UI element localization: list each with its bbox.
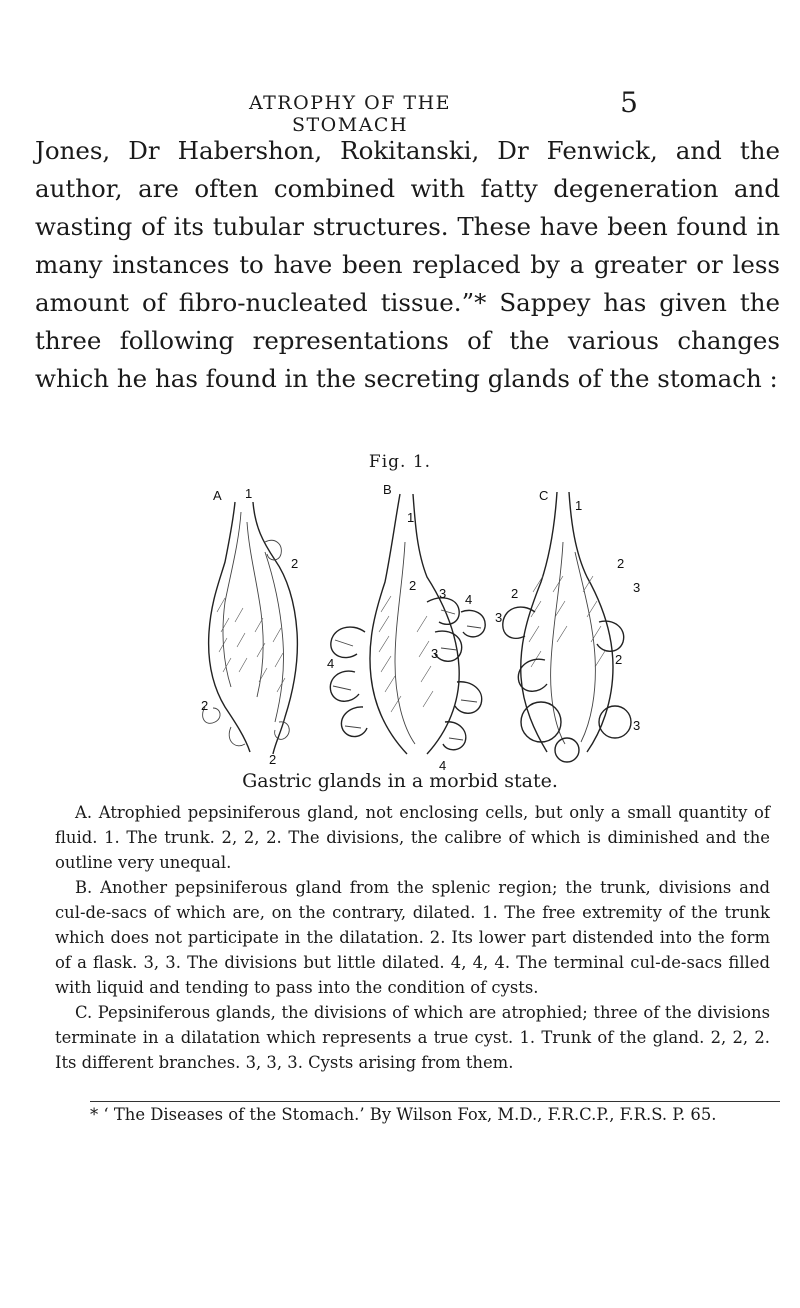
- panel-a-number: 2: [291, 556, 299, 571]
- panel-c-number: 2: [511, 586, 519, 601]
- panel-c-gland: [503, 492, 631, 762]
- page-number: 5: [620, 86, 638, 119]
- panel-b-number: 4: [465, 592, 473, 607]
- panel-b-number: 4: [439, 758, 447, 770]
- caption-text-a: Atrophied pepsiniferous gland, not enclosing cells, but only a small quantity of fluid. 1. The trunk. 2, 2, 2. The divisions, the calibre of which is diminished and the outline very unequal.: [55, 803, 770, 872]
- body-paragraph: Jones, Dr Habershon, Rokitanski, Dr Fenwick, and the author, are oftеn combined with fatty degeneration and wasting of its tubular structures. These have been found in many instances to have been replaced by a greater or less amount of fibro-nucleated tissue.”* Sappey has given the three following representations of the various changes which he has found in the secreting glands of the stomach :: [35, 136, 780, 393]
- panel-b-letter: B: [383, 482, 392, 497]
- figure-caption-title: Gastric glands in a morbid state.: [242, 770, 558, 792]
- panel-a-number: 2: [269, 752, 277, 767]
- caption-label-c: C.: [75, 1003, 93, 1022]
- panel-a-letter: A: [213, 488, 222, 503]
- caption-text-b: Another pepsiniferous gland from the splenic region; the trunk, divisions and cul-de-sacs of which are, on the contrary, dilated. 1. The free extremity of the trunk which does not participate in the dilatation. 2. Its lower part distended into the form of a flask. 3, 3. The divisions but little dilated. 4, 4, 4. The terminal cul-de-sacs filled with liquid and tending to pass into the condition of cysts.: [55, 878, 770, 997]
- caption-label-b: B.: [75, 878, 93, 897]
- panel-c-number: 2: [615, 652, 623, 667]
- caption-label-a: A.: [75, 803, 93, 822]
- panel-c-number: 2: [617, 556, 625, 571]
- panel-b-number: 1: [407, 510, 415, 525]
- panel-b-number: 3: [439, 586, 447, 601]
- panel-c-number: 3: [495, 610, 503, 625]
- panel-a-gland: [203, 502, 298, 754]
- panel-b-number: 3: [431, 646, 439, 661]
- caption-part-b: [55, 875, 770, 1000]
- panel-c-number: 3: [633, 580, 641, 595]
- running-title: ATROPHY OF THE STOMACH: [248, 92, 452, 136]
- figure-caption: [55, 800, 770, 1075]
- caption-part-a: [55, 800, 770, 875]
- figure-label: Fig. 1.: [368, 452, 432, 472]
- panel-b-number: 4: [327, 656, 335, 671]
- body-text: [35, 132, 780, 398]
- panel-c-number: 1: [575, 498, 583, 513]
- panel-c-letter: C: [539, 488, 549, 503]
- footnote: * ‘ The Diseases of the Stomach.’ By Wilson Fox, M.D., F.R.C.P., F.R.S. P. 65.: [90, 1105, 717, 1124]
- caption-part-c: [55, 1000, 770, 1075]
- gastric-glands-figure: [195, 482, 645, 770]
- caption-text-c: Pepsiniferous glands, the divisions of which are atrophied; three of the divisions terminate in a dilatation which represents a true cyst. 1. Trunk of the gland. 2, 2, 2. Its different branches. 3, 3, 3. Cysts arising from them.: [55, 1003, 770, 1072]
- panel-b-number: 2: [409, 578, 417, 593]
- panel-c-number: 3: [633, 718, 641, 733]
- panel-a-number: 2: [201, 698, 209, 713]
- panel-b-gland: [330, 494, 485, 754]
- gastric-glands-illustration: [195, 482, 645, 770]
- page-header: [0, 86, 800, 136]
- panel-a-number: 1: [245, 486, 253, 501]
